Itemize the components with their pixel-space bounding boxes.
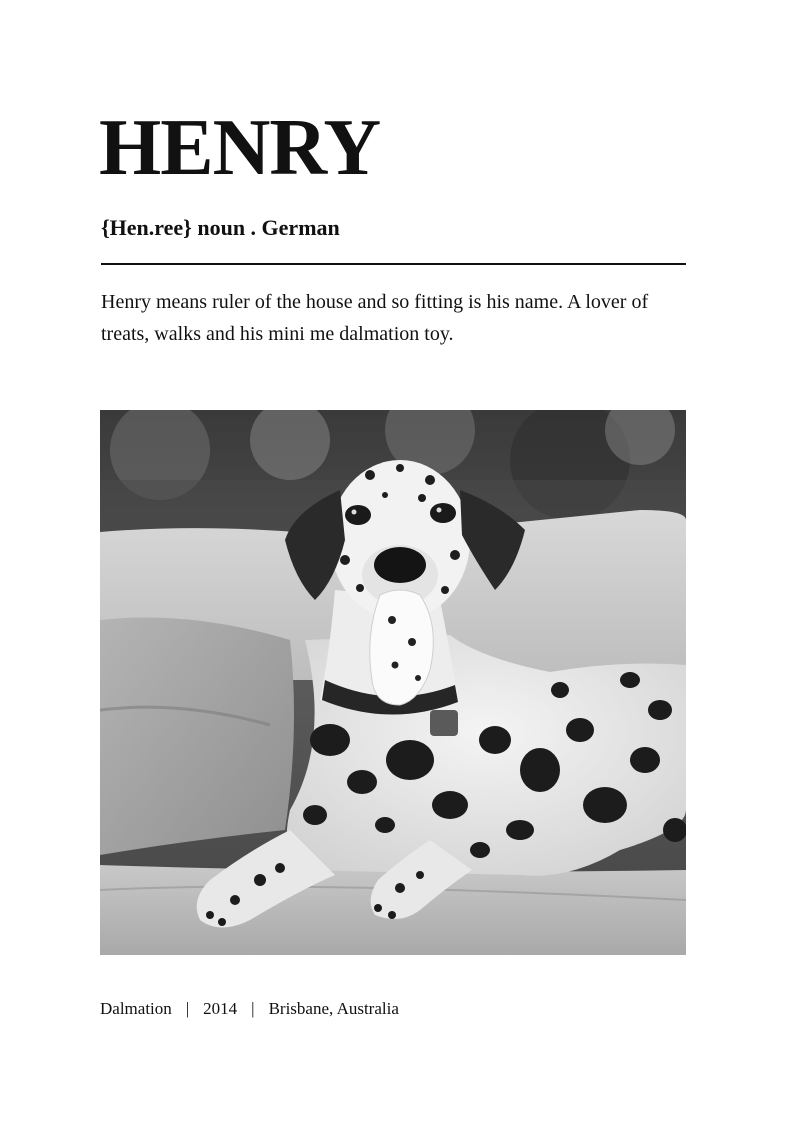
pronunciation-line: {Hen.ree} noun . German xyxy=(101,215,340,240)
footer-separator: | xyxy=(185,999,190,1018)
divider xyxy=(101,263,686,265)
location-label: Brisbane, Australia xyxy=(268,999,399,1018)
definition-text: Henry means ruler of the house and so fitting is his name. A lover of treats, walks and his mini me dalmation toy. xyxy=(101,291,649,345)
footer-separator: | xyxy=(251,999,255,1018)
year-label: 2014 xyxy=(203,999,238,1018)
footer-details xyxy=(100,997,399,1021)
page-title: HENRY xyxy=(99,104,381,192)
breed-label: Dalmation xyxy=(100,999,172,1018)
dog-photo xyxy=(100,410,686,955)
